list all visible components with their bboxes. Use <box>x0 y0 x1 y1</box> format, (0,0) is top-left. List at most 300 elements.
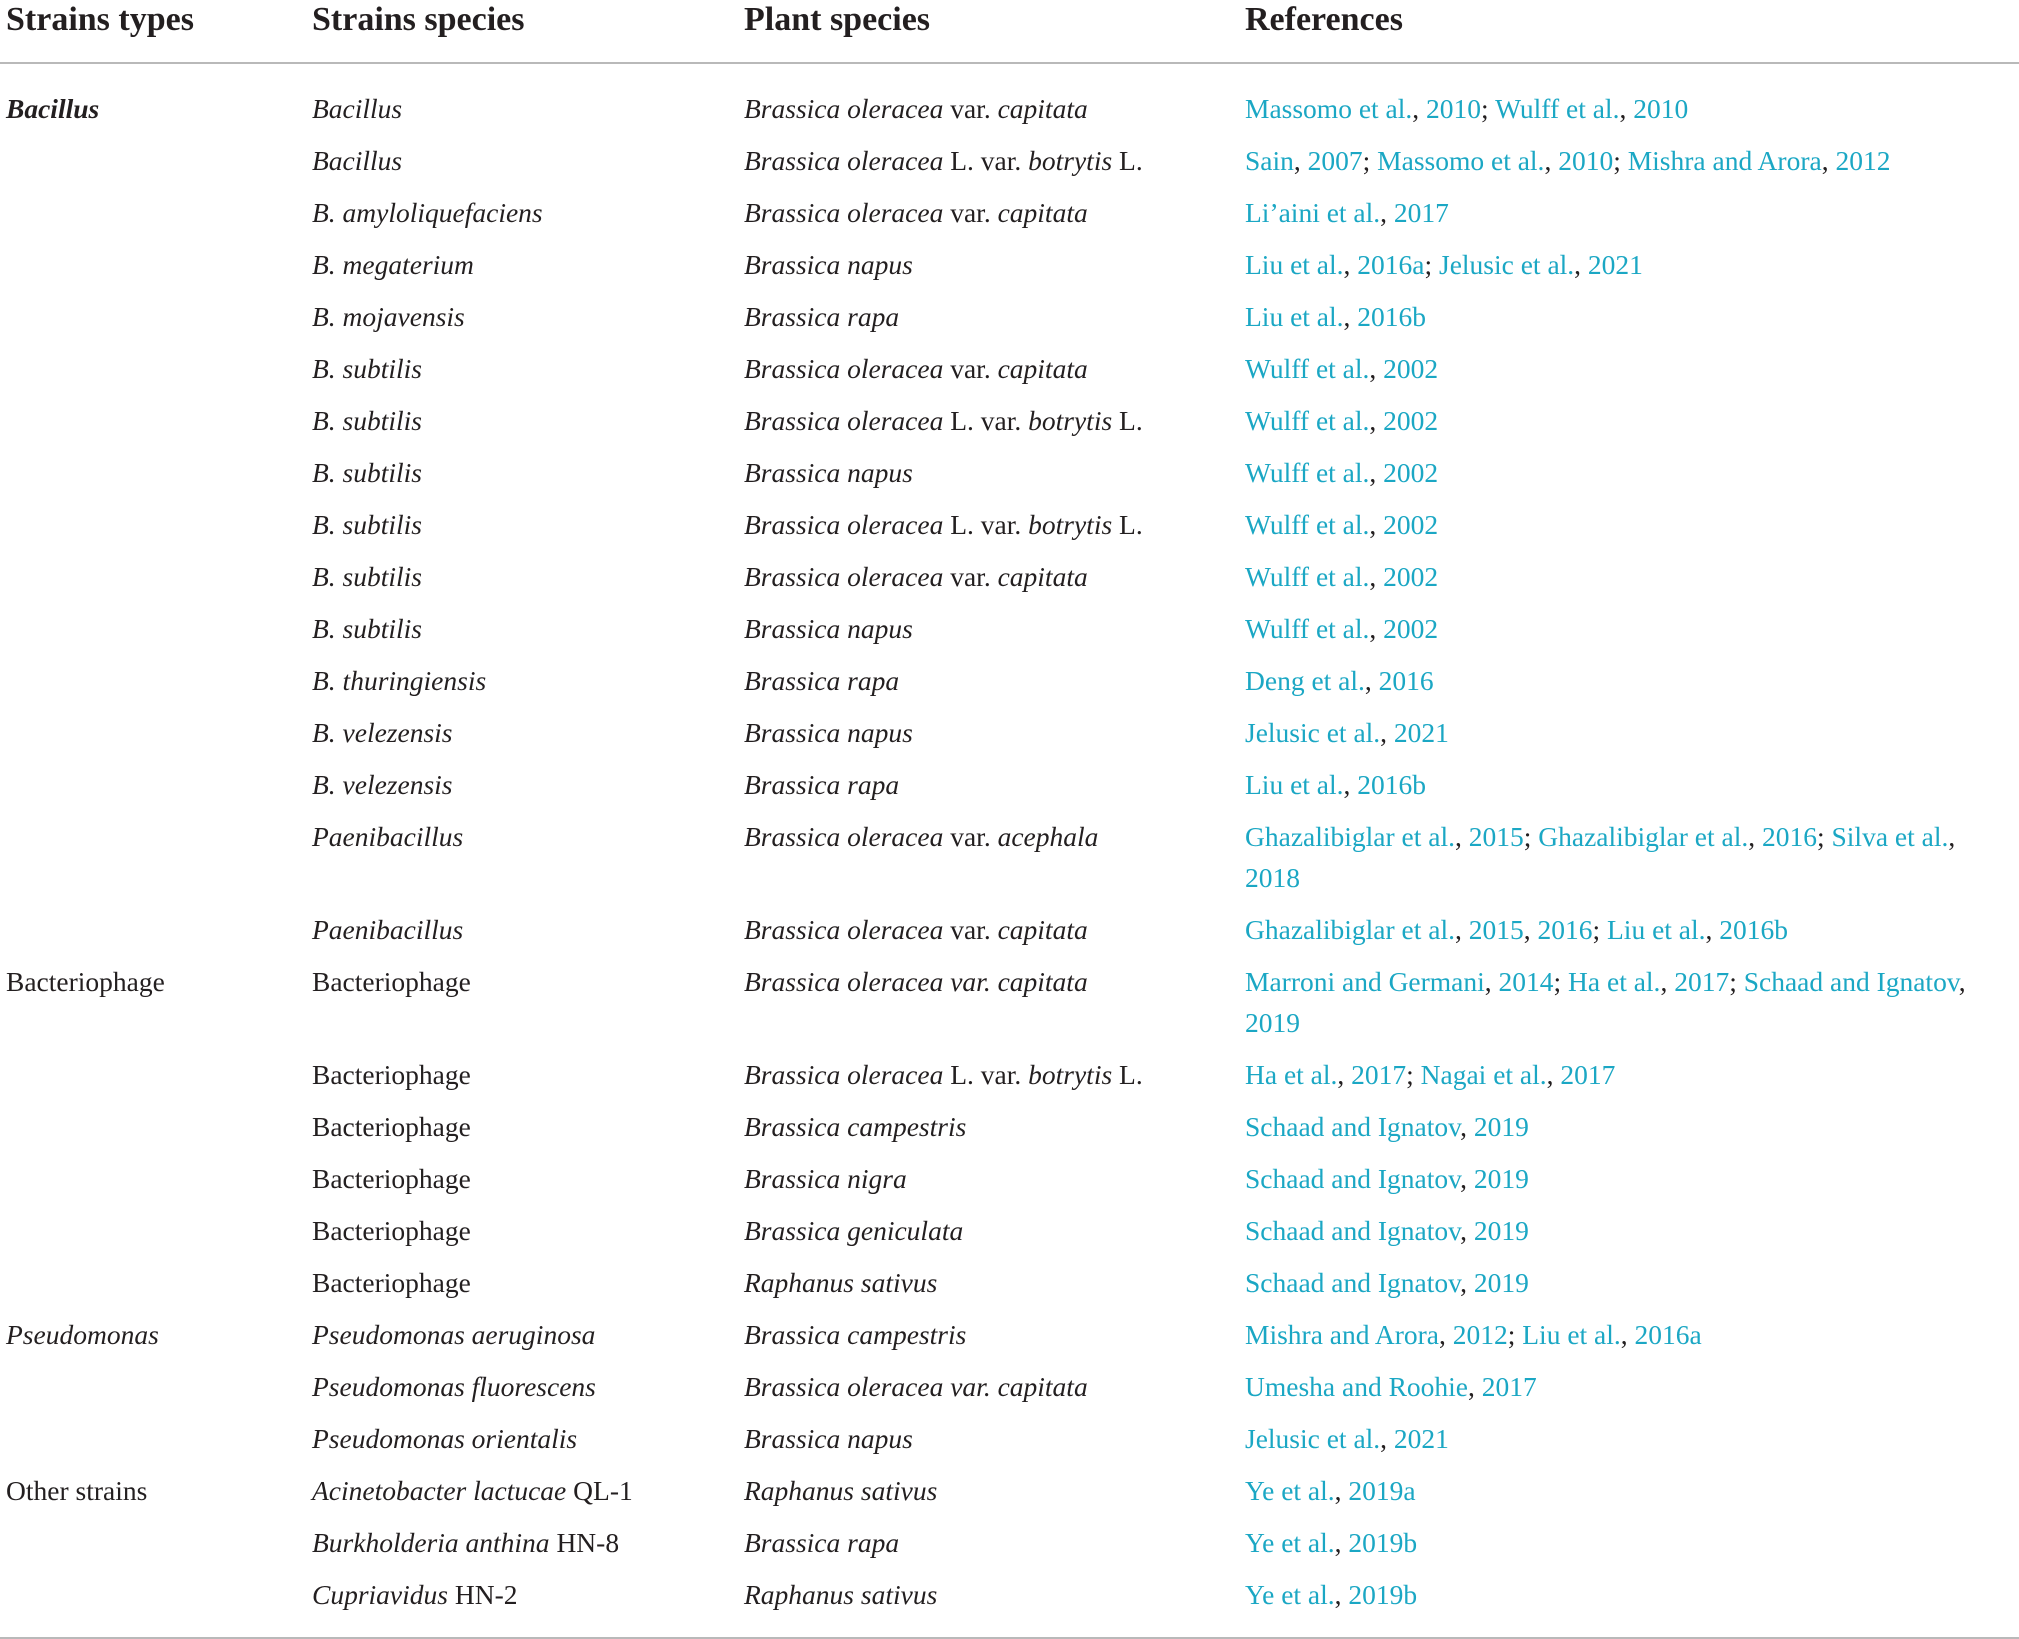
reference-link[interactable]: 2015 <box>1468 821 1524 852</box>
reference-link[interactable]: Marroni and Germani <box>1245 966 1485 997</box>
strain-type-cell <box>0 759 306 811</box>
strain-type-cell <box>0 187 306 239</box>
reference-link[interactable]: Liu et al. <box>1245 301 1344 332</box>
plant-species-cell <box>738 447 1239 499</box>
reference-link[interactable]: Umesha and Roohie <box>1245 1371 1469 1402</box>
references-cell <box>1239 811 2019 904</box>
cell-text: Brassica napus <box>744 249 913 280</box>
reference-link[interactable]: 2002 <box>1383 405 1439 436</box>
reference-separator: , <box>1343 249 1358 280</box>
cell-text: Brassica napus <box>744 613 913 644</box>
cell-text: Raphanus sativus <box>744 1267 938 1298</box>
reference-link[interactable]: 2019a <box>1348 1475 1416 1506</box>
table-row <box>0 187 2019 239</box>
strain-type-cell <box>0 1101 306 1153</box>
strain-species-cell <box>306 1257 738 1309</box>
reference-link[interactable]: Silva et al. <box>1831 821 1949 852</box>
reference-link[interactable]: 2010 <box>1633 93 1689 124</box>
reference-link[interactable]: 2010 <box>1426 93 1482 124</box>
strain-species-cell <box>306 1413 738 1465</box>
cell-text: Bacteriophage <box>312 966 471 997</box>
strain-type-cell <box>0 956 306 1049</box>
table-row <box>0 603 2019 655</box>
strain-species-cell <box>306 135 738 187</box>
reference-separator: , <box>1454 914 1469 945</box>
references-cell <box>1239 239 2019 291</box>
table-row <box>0 1205 2019 1257</box>
reference-link[interactable]: 2002 <box>1383 561 1439 592</box>
reference-link[interactable]: 2017 <box>1393 197 1449 228</box>
cell-text: HN-2 <box>447 1579 518 1610</box>
cell-text: Brassica napus <box>744 1423 913 1454</box>
reference-link[interactable]: Wulff et al. <box>1245 457 1370 488</box>
cell-text: B. subtilis <box>312 457 423 488</box>
table-row <box>0 499 2019 551</box>
reference-link[interactable]: Wulff et al. <box>1245 613 1370 644</box>
reference-link[interactable]: 2016 <box>1378 665 1434 696</box>
table-row <box>0 291 2019 343</box>
reference-link[interactable]: Sain <box>1245 145 1294 176</box>
table-row <box>0 135 2019 187</box>
cell-text: acephala <box>997 821 1099 852</box>
reference-link[interactable]: Liu et al. <box>1245 249 1344 280</box>
cell-text: B. velezensis <box>312 769 453 800</box>
reference-separator: , <box>1705 914 1720 945</box>
reference-separator: , <box>1484 966 1499 997</box>
reference-link[interactable]: 2016 <box>1761 821 1817 852</box>
strain-species-cell <box>306 1465 738 1517</box>
cell-text: L. var. <box>943 509 1029 540</box>
table-row <box>0 343 2019 395</box>
references-cell <box>1239 499 2019 551</box>
strain-type-cell <box>0 1517 306 1569</box>
reference-separator: ; <box>1592 914 1607 945</box>
strain-type-cell <box>0 1153 306 1205</box>
cell-text: Brassica napus <box>744 717 913 748</box>
header-strains-types: Strains types <box>0 0 306 63</box>
cell-text: Paenibacillus <box>312 821 464 852</box>
reference-link[interactable]: Schaad and Ignatov <box>1245 1267 1461 1298</box>
table-row <box>0 395 2019 447</box>
references-cell <box>1239 291 2019 343</box>
table-row <box>0 447 2019 499</box>
cell-text: Raphanus sativus <box>744 1475 938 1506</box>
cell-text: Raphanus sativus <box>744 1579 938 1610</box>
table-row <box>0 1361 2019 1413</box>
cell-text: Pseudomonas orientalis <box>312 1423 578 1454</box>
strain-type-cell <box>0 904 306 956</box>
cell-text: Brassica oleracea <box>744 821 944 852</box>
reference-separator: ; <box>1507 1319 1523 1350</box>
reference-link[interactable]: 2014 <box>1498 966 1554 997</box>
reference-link[interactable]: Deng et al. <box>1245 665 1365 696</box>
plant-species-cell <box>738 707 1239 759</box>
reference-separator: , <box>1544 145 1559 176</box>
reference-separator: , <box>1412 93 1427 124</box>
reference-separator: ; <box>1553 966 1569 997</box>
strain-type-cell <box>0 551 306 603</box>
cell-text: Pseudomonas fluorescens <box>312 1371 596 1402</box>
reference-link[interactable]: 2019 <box>1473 1215 1529 1246</box>
cell-text: L. var. <box>943 405 1029 436</box>
plant-species-cell <box>738 1413 1239 1465</box>
plant-species-cell <box>738 63 1239 135</box>
plant-species-cell <box>738 291 1239 343</box>
references-cell <box>1239 1517 2019 1569</box>
strain-type-cell <box>0 1049 306 1101</box>
strain-type-cell <box>0 1205 306 1257</box>
reference-separator: , <box>1380 197 1394 228</box>
cell-text: B. subtilis <box>312 353 423 384</box>
strain-species-cell <box>306 343 738 395</box>
strain-type-cell <box>0 343 306 395</box>
plant-species-cell <box>738 1101 1239 1153</box>
strain-type-cell <box>0 395 306 447</box>
cell-text: Brassica oleracea <box>744 405 944 436</box>
reference-separator: , <box>1334 1527 1349 1558</box>
plant-species-cell <box>738 759 1239 811</box>
references-cell <box>1239 904 2019 956</box>
cell-text: Pseudomonas aeruginosa <box>312 1319 596 1350</box>
reference-separator: ; <box>1613 145 1628 176</box>
reference-link[interactable]: 2019 <box>1473 1111 1529 1142</box>
reference-link[interactable]: Ghazalibiglar et al. <box>1245 914 1455 945</box>
strain-species-cell <box>306 551 738 603</box>
reference-link[interactable]: Wulff et al. <box>1495 93 1620 124</box>
references-cell <box>1239 395 2019 447</box>
reference-separator: , <box>1523 914 1538 945</box>
cell-text: Paenibacillus <box>312 914 464 945</box>
cell-text: botrytis <box>1028 405 1113 436</box>
reference-separator: , <box>1454 821 1469 852</box>
reference-link[interactable]: Ha et al. <box>1245 1059 1338 1090</box>
reference-separator: , <box>1460 1215 1474 1246</box>
strain-type-cell <box>0 603 306 655</box>
table-row <box>0 1309 2019 1361</box>
table-row <box>0 1101 2019 1153</box>
reference-link[interactable]: Liu et al. <box>1522 1319 1621 1350</box>
reference-separator: ; <box>1816 821 1832 852</box>
reference-separator: , <box>1619 93 1634 124</box>
cell-text: Brassica oleracea <box>744 561 944 592</box>
reference-link[interactable]: 2002 <box>1383 457 1439 488</box>
references-cell <box>1239 1049 2019 1101</box>
cell-text: Brassica oleracea var. capitata <box>744 1371 1088 1402</box>
cell-text: Brassica oleracea <box>744 93 944 124</box>
reference-link[interactable]: 2012 <box>1452 1319 1508 1350</box>
reference-separator: , <box>1343 769 1358 800</box>
reference-separator: , <box>1369 457 1384 488</box>
plant-species-cell <box>738 1257 1239 1309</box>
cell-text: Brassica oleracea <box>744 197 944 228</box>
reference-link[interactable]: 2019b <box>1348 1527 1418 1558</box>
strain-species-cell <box>306 1361 738 1413</box>
reference-separator: , <box>1438 1319 1453 1350</box>
reference-link[interactable]: Schaad and Ignatov <box>1245 1215 1461 1246</box>
cell-text: Brassica oleracea <box>744 509 944 540</box>
reference-separator: , <box>1748 821 1762 852</box>
plant-species-cell <box>738 187 1239 239</box>
references-cell <box>1239 1257 2019 1309</box>
reference-separator: , <box>1620 1319 1635 1350</box>
cell-text: Brassica napus <box>744 457 913 488</box>
reference-link[interactable]: Schaad and Ignatov <box>1245 1111 1461 1142</box>
strain-type-cell <box>0 291 306 343</box>
references-cell <box>1239 1361 2019 1413</box>
cell-text: Brassica oleracea <box>744 1059 944 1090</box>
plant-species-cell <box>738 1361 1239 1413</box>
cell-text: HN-8 <box>549 1527 620 1558</box>
cell-text: capitata <box>997 914 1088 945</box>
cell-text: capitata <box>997 353 1088 384</box>
cell-text: capitata <box>997 561 1088 592</box>
strain-type-cell <box>0 1465 306 1517</box>
reference-link[interactable]: Jelusic et al. <box>1439 249 1575 280</box>
cell-text: Bacteriophage <box>312 1059 471 1090</box>
reference-link[interactable]: Jelusic et al. <box>1245 717 1381 748</box>
header-references: References <box>1239 0 2019 63</box>
reference-separator: , <box>1364 665 1379 696</box>
strain-species-cell <box>306 447 738 499</box>
references-cell <box>1239 63 2019 135</box>
reference-separator: , <box>1546 1059 1561 1090</box>
reference-link[interactable]: Mishra and Arora <box>1245 1319 1439 1350</box>
reference-link[interactable]: Wulff et al. <box>1245 405 1370 436</box>
strain-species-cell <box>306 499 738 551</box>
reference-link[interactable]: Ghazalibiglar et al. <box>1538 821 1749 852</box>
plant-species-cell <box>738 499 1239 551</box>
reference-separator: ; <box>1481 93 1496 124</box>
strain-species-cell <box>306 187 738 239</box>
reference-link[interactable]: 2021 <box>1393 1423 1449 1454</box>
cell-text: B. mojavensis <box>312 301 465 332</box>
reference-link[interactable]: Liu et al. <box>1607 914 1706 945</box>
reference-link[interactable]: 2016b <box>1357 769 1427 800</box>
plant-species-cell <box>738 904 1239 956</box>
reference-link[interactable]: 2016a <box>1357 249 1425 280</box>
reference-separator: , <box>1468 1371 1482 1402</box>
plant-species-cell <box>738 1153 1239 1205</box>
cell-text: B. subtilis <box>312 613 423 644</box>
reference-link[interactable]: Wulff et al. <box>1245 509 1370 540</box>
strain-type-cell <box>0 1413 306 1465</box>
cell-text: Brassica campestris <box>744 1319 967 1350</box>
references-cell <box>1239 1413 2019 1465</box>
cell-text: Bacteriophage <box>312 1215 471 1246</box>
reference-link[interactable]: Liu et al. <box>1245 769 1344 800</box>
reference-link[interactable]: 2010 <box>1558 145 1614 176</box>
cell-text: var. <box>943 821 998 852</box>
cell-text: capitata <box>997 93 1088 124</box>
plant-species-cell <box>738 655 1239 707</box>
plant-species-cell <box>738 1569 1239 1638</box>
reference-separator: , <box>1369 613 1384 644</box>
reference-link[interactable]: 2017 <box>1560 1059 1616 1090</box>
strain-species-cell <box>306 239 738 291</box>
table-row <box>0 1049 2019 1101</box>
cell-text: Pseudomonas <box>6 1319 159 1350</box>
references-cell <box>1239 551 2019 603</box>
references-cell <box>1239 187 2019 239</box>
strain-species-cell <box>306 956 738 1049</box>
reference-link[interactable]: 2021 <box>1393 717 1449 748</box>
cell-text: botrytis <box>1028 145 1113 176</box>
cell-text: Brassica rapa <box>744 301 900 332</box>
plant-species-cell <box>738 1517 1239 1569</box>
cell-text: B. subtilis <box>312 509 423 540</box>
table-row <box>0 1153 2019 1205</box>
plant-species-cell <box>738 1205 1239 1257</box>
cell-text: Brassica rapa <box>744 769 900 800</box>
references-cell <box>1239 1569 2019 1638</box>
reference-link[interactable]: 2016b <box>1719 914 1789 945</box>
strain-species-cell <box>306 1101 738 1153</box>
table-row <box>0 904 2019 956</box>
cell-text: B. amyloliquefaciens <box>312 197 543 228</box>
strain-type-cell <box>0 811 306 904</box>
cell-text: Bacteriophage <box>312 1111 471 1142</box>
cell-text: Brassica rapa <box>744 665 900 696</box>
reference-link[interactable]: 2012 <box>1835 145 1891 176</box>
reference-separator: ; <box>1406 1059 1421 1090</box>
reference-link[interactable]: Ye et al. <box>1245 1475 1335 1506</box>
table-body <box>0 63 2019 1638</box>
reference-link[interactable]: 2018 <box>1245 862 1300 893</box>
reference-link[interactable]: 2002 <box>1383 613 1439 644</box>
reference-link[interactable]: 2019 <box>1473 1267 1529 1298</box>
cell-text: L. <box>1112 509 1143 540</box>
reference-separator: , <box>1460 1111 1474 1142</box>
reference-link[interactable]: 2016a <box>1634 1319 1702 1350</box>
reference-link[interactable]: 2002 <box>1383 509 1439 540</box>
cell-text: botrytis <box>1028 1059 1113 1090</box>
reference-separator: ; <box>1362 145 1378 176</box>
header-row <box>0 0 2019 63</box>
reference-link[interactable]: 2019 <box>1245 1007 1300 1038</box>
references-cell <box>1239 1153 2019 1205</box>
reference-link[interactable]: 2021 <box>1587 249 1643 280</box>
reference-separator: , <box>1660 966 1675 997</box>
reference-link[interactable]: Massomo et al. <box>1245 93 1413 124</box>
reference-link[interactable]: 2019 <box>1473 1163 1529 1194</box>
reference-link[interactable]: Li’aini et al. <box>1245 197 1381 228</box>
reference-link[interactable]: Ha et al. <box>1568 966 1661 997</box>
cell-text: L. <box>1112 1059 1143 1090</box>
reference-separator: ; <box>1424 249 1439 280</box>
reference-link[interactable]: Mishra and Arora <box>1627 145 1822 176</box>
reference-link[interactable]: 2002 <box>1383 353 1439 384</box>
cell-text: var. <box>943 914 998 945</box>
reference-link[interactable]: Jelusic et al. <box>1245 1423 1381 1454</box>
header-strains-species: Strains species <box>306 0 738 63</box>
reference-separator: , <box>1821 145 1836 176</box>
reference-link[interactable]: 2015 <box>1468 914 1524 945</box>
cell-text: L. <box>1112 405 1143 436</box>
reference-link[interactable]: 2017 <box>1481 1371 1537 1402</box>
cell-text: var. <box>943 561 998 592</box>
reference-separator: , <box>1460 1267 1474 1298</box>
strain-species-cell <box>306 395 738 447</box>
reference-link[interactable]: Ye et al. <box>1245 1527 1335 1558</box>
cell-text: Brassica rapa <box>744 1527 900 1558</box>
cell-text: Cupriavidus <box>312 1579 448 1610</box>
reference-link[interactable]: 2016b <box>1357 301 1427 332</box>
table-row <box>0 1257 2019 1309</box>
plant-species-cell <box>738 239 1239 291</box>
references-cell <box>1239 1465 2019 1517</box>
table-row <box>0 655 2019 707</box>
table-row <box>0 1569 2019 1638</box>
cell-text: Brassica geniculata <box>744 1215 964 1246</box>
cell-text: Brassica oleracea <box>744 145 944 176</box>
strain-species-cell <box>306 759 738 811</box>
strain-type-cell <box>0 1309 306 1361</box>
reference-link[interactable]: Wulff et al. <box>1245 353 1370 384</box>
reference-link[interactable]: Ghazalibiglar et al. <box>1245 821 1455 852</box>
cell-text: Brassica oleracea var. capitata <box>744 966 1088 997</box>
cell-text: Acinetobacter lactucae <box>312 1475 567 1506</box>
plant-species-cell <box>738 135 1239 187</box>
reference-link[interactable]: Nagai et al. <box>1420 1059 1547 1090</box>
references-cell <box>1239 343 2019 395</box>
strain-species-cell <box>306 707 738 759</box>
reference-link[interactable]: 2017 <box>1674 966 1730 997</box>
cell-text: B. megaterium <box>312 249 474 280</box>
reference-link[interactable]: 2007 <box>1307 145 1363 176</box>
strain-species-cell <box>306 1049 738 1101</box>
reference-link[interactable]: Ye et al. <box>1245 1579 1335 1610</box>
strain-type-cell <box>0 239 306 291</box>
strain-species-cell <box>306 811 738 904</box>
strain-type-cell <box>0 1361 306 1413</box>
reference-separator: , <box>1948 821 1956 852</box>
reference-link[interactable]: 2017 <box>1351 1059 1407 1090</box>
table-header <box>0 0 2019 63</box>
references-cell <box>1239 1205 2019 1257</box>
reference-link[interactable]: 2019b <box>1348 1579 1418 1610</box>
plant-species-cell <box>738 551 1239 603</box>
reference-link[interactable]: Schaad and Ignatov <box>1743 966 1959 997</box>
table-row <box>0 811 2019 904</box>
reference-separator: , <box>1460 1163 1474 1194</box>
reference-link[interactable]: Schaad and Ignatov <box>1245 1163 1461 1194</box>
table-row <box>0 1465 2019 1517</box>
cell-text: var. <box>943 353 998 384</box>
cell-text: Brassica campestris <box>744 1111 967 1142</box>
reference-link[interactable]: 2016 <box>1537 914 1593 945</box>
strain-species-cell <box>306 291 738 343</box>
cell-text: B. velezensis <box>312 717 453 748</box>
reference-link[interactable]: Wulff et al. <box>1245 561 1370 592</box>
cell-text: botrytis <box>1028 509 1113 540</box>
reference-separator: , <box>1334 1579 1349 1610</box>
cell-text: Bacillus <box>6 93 100 124</box>
references-cell <box>1239 759 2019 811</box>
strain-type-cell <box>0 1569 306 1638</box>
reference-separator: , <box>1369 353 1384 384</box>
strain-species-cell <box>306 603 738 655</box>
strain-species-cell <box>306 904 738 956</box>
header-plant-species: Plant species <box>738 0 1239 63</box>
references-cell <box>1239 135 2019 187</box>
reference-link[interactable]: Massomo et al. <box>1377 145 1545 176</box>
cell-text: var. <box>943 197 998 228</box>
table-row <box>0 1413 2019 1465</box>
strain-species-cell <box>306 1309 738 1361</box>
table-row <box>0 239 2019 291</box>
reference-separator: , <box>1369 561 1384 592</box>
references-cell <box>1239 1309 2019 1361</box>
